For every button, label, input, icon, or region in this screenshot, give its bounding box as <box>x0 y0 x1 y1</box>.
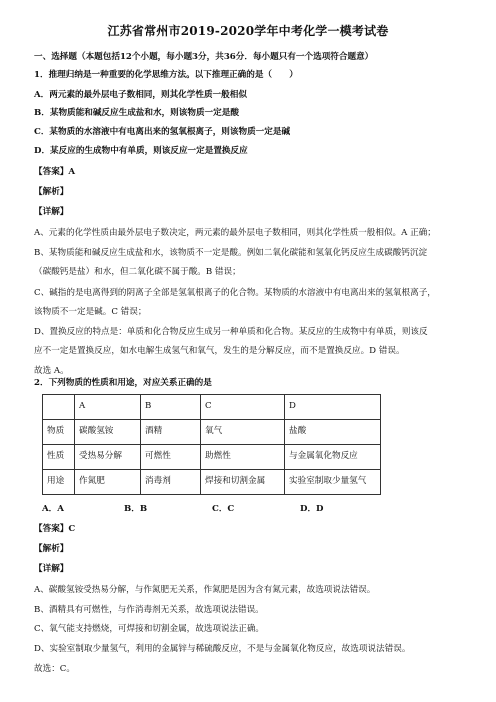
q1-detail-line: D、置换反应的特点是：单质和化合物反应生成另一种单质和化合物。某反应的生成物中有单质，则该反 <box>34 327 428 337</box>
q1-option-a: A．两元素的最外层电子数相同，则其化学性质一般相似 <box>34 90 247 100</box>
table-cell: A <box>75 395 141 420</box>
table-cell: 与金属氧化物反应 <box>285 445 381 470</box>
table-cell: 氧气 <box>201 420 285 445</box>
q2-detail-line: D、实验室制取少量氢气，利用的金属锌与稀硫酸反应，不是与金属氧化物反应，故选项说法错误。 <box>34 644 411 654</box>
q2-stem: 2．下列物质的性质和用途，对应关系正确的是 <box>34 378 212 388</box>
q2-choice-c: C．C <box>212 504 235 514</box>
q1-option-b: B．某物质能和碱反应生成盐和水，则该物质一定是酸 <box>34 108 239 118</box>
q2-answer: 【答案】C <box>34 524 76 534</box>
q2-analysis-label: 【解析】 <box>34 544 69 554</box>
table-cell: C <box>201 395 285 420</box>
q2-choice-a: A．A <box>42 504 64 514</box>
q2-choice-d: D．D <box>300 504 324 514</box>
table-cell: 作氮肥 <box>75 470 141 495</box>
q1-detail-line: C、碱指的是电离得到的阴离子全部是氢氧根离子的化合物。某物质的水溶液中有电离出来的氢氧根离子， <box>34 288 436 298</box>
document-title: 江苏省常州市2019-2020学年中考化学一模考试卷 <box>107 24 389 38</box>
table-cell: 消毒剂 <box>141 470 201 495</box>
table-row <box>43 470 381 495</box>
table-cell: 用途 <box>43 470 75 495</box>
table-cell: 性质 <box>43 445 75 470</box>
table-header-row <box>43 395 381 420</box>
table-cell: 实验室制取少量氢气 <box>285 470 381 495</box>
q2-detail-line: B、酒精具有可燃性，与作消毒剂无关系，故选项说法错误。 <box>34 605 264 615</box>
section-heading: 一、选择题（本题包括12个小题，每小题3分，共36分．每小题只有一个选项符合题意） <box>34 52 374 62</box>
table-row <box>43 445 381 470</box>
table-cell: 受热易分解 <box>75 445 141 470</box>
q1-option-c: C．某物质的水溶液中有电离出来的氢氧根离子，则该物质一定是碱 <box>34 127 291 137</box>
q2-choice-b: B．B <box>124 504 148 514</box>
q1-detail-line: 该物质不一定是碱。C 错误； <box>34 307 147 317</box>
q1-stem: 1．推理归纳是一种重要的化学思维方法。以下推理正确的是（ ） <box>34 70 298 80</box>
q1-detail-label: 【详解】 <box>34 207 69 217</box>
q2-detail-label: 【详解】 <box>34 564 69 574</box>
table-cell: 物质 <box>43 420 75 445</box>
table-cell: D <box>285 395 381 420</box>
table-cell: 助燃性 <box>201 445 285 470</box>
q1-detail-line: （碳酸钙是盐）和水，但二氧化碳不属于酸。B 错误； <box>34 267 241 277</box>
q1-detail-line: A、元素的化学性质由最外层电子数决定，两元素的最外层电子数相同，则其化学性质一般相似。A 正确； <box>34 228 436 238</box>
table-cell: 碳酸氢铵 <box>75 420 141 445</box>
q2-detail-line: A、碳酸氢铵受热易分解，与作氮肥无关系，作氮肥是因为含有氮元素，故选项说法错误。 <box>34 585 376 595</box>
q2-detail-line: 故选：C。 <box>34 664 75 674</box>
table-row <box>43 420 381 445</box>
table-cell: B <box>141 395 201 420</box>
table-cell: 酒精 <box>141 420 201 445</box>
q2-choices <box>42 504 324 515</box>
table-cell: 盐酸 <box>285 420 381 445</box>
q1-detail-line: B、某物质能和碱反应生成盐和水，该物质不一定是酸。例如二氧化碳能和氢氧化钙反应生成碳酸钙沉淀 <box>34 248 428 258</box>
q1-detail-line: 应不一定是置换反应，如水电解生成氢气和氧气，发生的是分解反应，而不是置换反应。D 错误。 <box>34 346 405 356</box>
q1-option-d: D．某反应的生成物中有单质，则该反应一定是置换反应 <box>34 146 248 156</box>
q1-detail-line: 故选 A。 <box>34 366 69 376</box>
q1-analysis-label: 【解析】 <box>34 187 69 197</box>
table-cell: 焊接和切割金属 <box>201 470 285 495</box>
q2-table <box>42 394 381 495</box>
q2-detail-line: C、氧气能支持燃烧，可焊接和切割金属，故选项说法正确。 <box>34 624 265 634</box>
table-cell: 可燃性 <box>141 445 201 470</box>
table-cell <box>43 395 75 420</box>
q1-answer: 【答案】A <box>34 167 76 177</box>
